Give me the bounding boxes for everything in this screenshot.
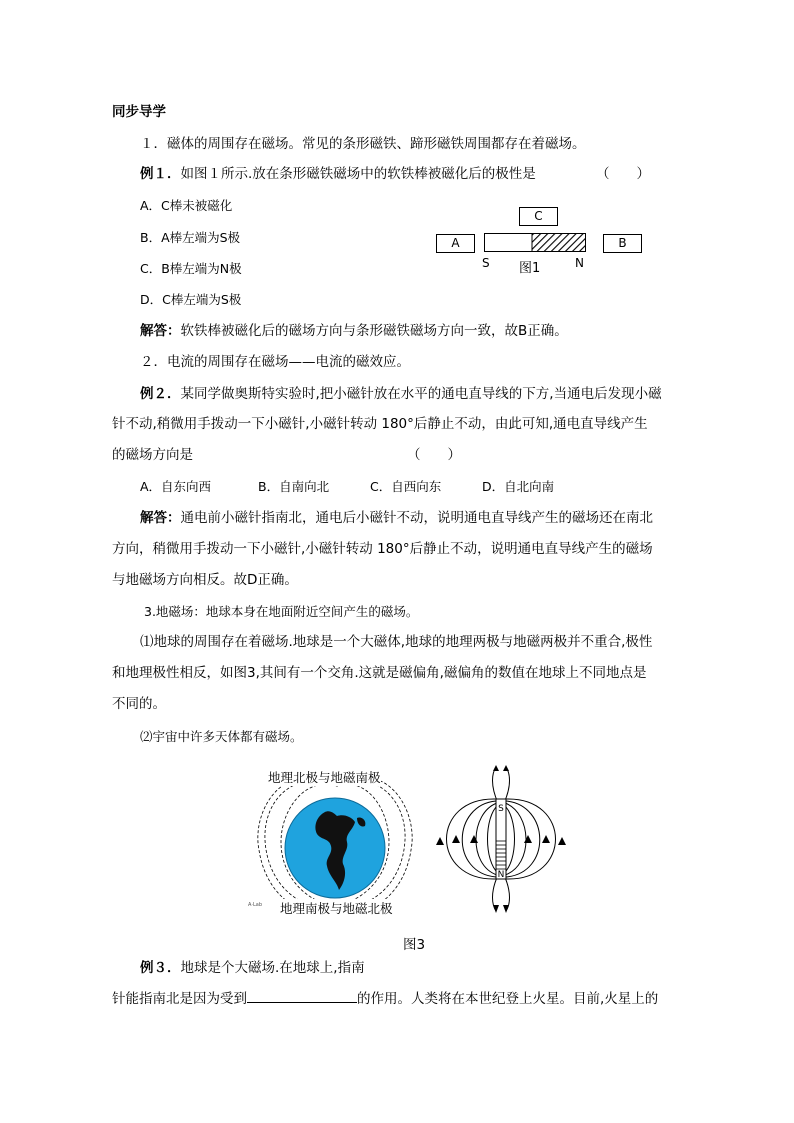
example-3-line-1 bbox=[140, 958, 365, 978]
paragraph-3-1-line-1: ⑴地球的周围存在着磁场.地球是一个大磁体,地球的地理两极与地磁两极并不重合,极性 bbox=[140, 634, 653, 650]
example-1-text: 如图１所示.放在条形磁铁磁场中的软铁棒被磁化后的极性是 bbox=[180, 166, 536, 182]
example-2-line-2: 针不动,稍微用手拨动一下小磁针,小磁针转动 180°后静止不动，由此可知,通电直导线产生 bbox=[112, 416, 648, 432]
example-2-option-b: B．自南向北 bbox=[258, 479, 330, 494]
example-2-text-1: 某同学做奥斯特实验时,把小磁针放在水平的通电直导线的下方,当通电后发现小磁 bbox=[180, 386, 662, 402]
example-2-solution-text-1: 通电前小磁针指南北，通电后小磁针不动，说明通电直导线产生的磁场还在南北 bbox=[180, 510, 653, 526]
figure-3-magnet-s: S bbox=[498, 804, 504, 814]
example-1-question bbox=[140, 164, 536, 184]
example-3-answer-blank[interactable] bbox=[247, 988, 357, 1003]
figure-1-rod-a: A bbox=[436, 234, 475, 253]
example-1-option-d: D．C棒左端为S极 bbox=[140, 292, 242, 307]
figure-3-magnet-n: N bbox=[497, 870, 505, 880]
figure-3-caption: 图3 bbox=[403, 937, 426, 953]
example-3-text-2b: 的作用。人类将在本世纪登上火星。目前,火星上的 bbox=[357, 991, 659, 1007]
figure-3-bottom-label: 地理南极与地磁北极 bbox=[280, 901, 393, 916]
example-1-solution-text: 软铁棒被磁化后的磁场方向与条形磁铁磁场方向一致，故B正确。 bbox=[180, 323, 568, 339]
figure-1-pole-s: S bbox=[482, 256, 490, 270]
example-2-option-c: C．自西向东 bbox=[370, 479, 442, 494]
paragraph-3: 3.地磁场：地球本身在地面附近空间产生的磁场。 bbox=[144, 604, 419, 619]
example-2-option-d: D．自北向南 bbox=[482, 479, 555, 494]
example-1-label: 例１． bbox=[140, 166, 181, 182]
example-1-option-a: A．C棒未被磁化 bbox=[140, 198, 233, 213]
example-2-line-1 bbox=[140, 384, 662, 404]
example-1-answer-bracket: （ ） bbox=[596, 166, 650, 182]
paragraph-3-1-line-3: 不同的。 bbox=[112, 696, 166, 712]
figure-1-rod-c: C bbox=[519, 207, 558, 226]
example-2-label: 例２． bbox=[140, 386, 181, 402]
figure-1-rod-b: B bbox=[603, 234, 642, 253]
example-1-option-c: C．B棒左端为N极 bbox=[140, 261, 242, 276]
example-2-solution-1 bbox=[140, 508, 653, 528]
figure-1-pole-n: N bbox=[575, 256, 584, 270]
example-1-solution-label: 解答： bbox=[140, 323, 181, 339]
example-2-answer-bracket: （ ） bbox=[407, 447, 461, 463]
example-3-line-2 bbox=[112, 988, 658, 1009]
figure-3-top-label: 地理北极与地磁南极 bbox=[268, 770, 381, 785]
example-1-solution bbox=[140, 321, 568, 341]
example-2-solution-3: 与地磁场方向相反。故D正确。 bbox=[112, 572, 298, 588]
figure-3-small-label: A·Lab bbox=[248, 902, 263, 908]
example-1-option-b: B．A棒左端为S极 bbox=[140, 230, 241, 245]
example-2-option-a: A．自东向西 bbox=[140, 479, 212, 494]
example-2-line-3: 的磁场方向是 bbox=[112, 447, 193, 463]
paragraph-2: ２．电流的周围存在磁场——电流的磁效应。 bbox=[140, 354, 410, 370]
figure-1-caption: 图1 bbox=[519, 261, 541, 276]
paragraph-1: １．磁体的周围存在磁场。常见的条形磁铁、蹄形磁铁周围都存在着磁场。 bbox=[140, 136, 586, 152]
figure-3-magnet-field-diagram bbox=[436, 765, 566, 913]
figure-1-bar-magnet bbox=[484, 233, 587, 253]
example-2-solution-label: 解答： bbox=[140, 510, 181, 526]
example-3-text-1: 地球是个大磁场.在地球上,指南 bbox=[180, 960, 365, 976]
paragraph-3-1-line-2: 和地理极性相反，如图3,其间有一个交角.这就是磁偏角,磁偏角的数值在地球上不同地点是 bbox=[112, 665, 647, 681]
example-3-label: 例３． bbox=[140, 960, 181, 976]
example-3-text-2a: 针能指南北是因为受到 bbox=[112, 991, 247, 1007]
section-title: 同步导学 bbox=[112, 104, 166, 120]
example-2-solution-2: 方向，稍微用手拨动一下小磁针,小磁针转动 180°后静止不动，说明通电直导线产生的磁场 bbox=[112, 541, 653, 557]
paragraph-3-2: ⑵宇宙中许多天体都有磁场。 bbox=[140, 729, 303, 744]
